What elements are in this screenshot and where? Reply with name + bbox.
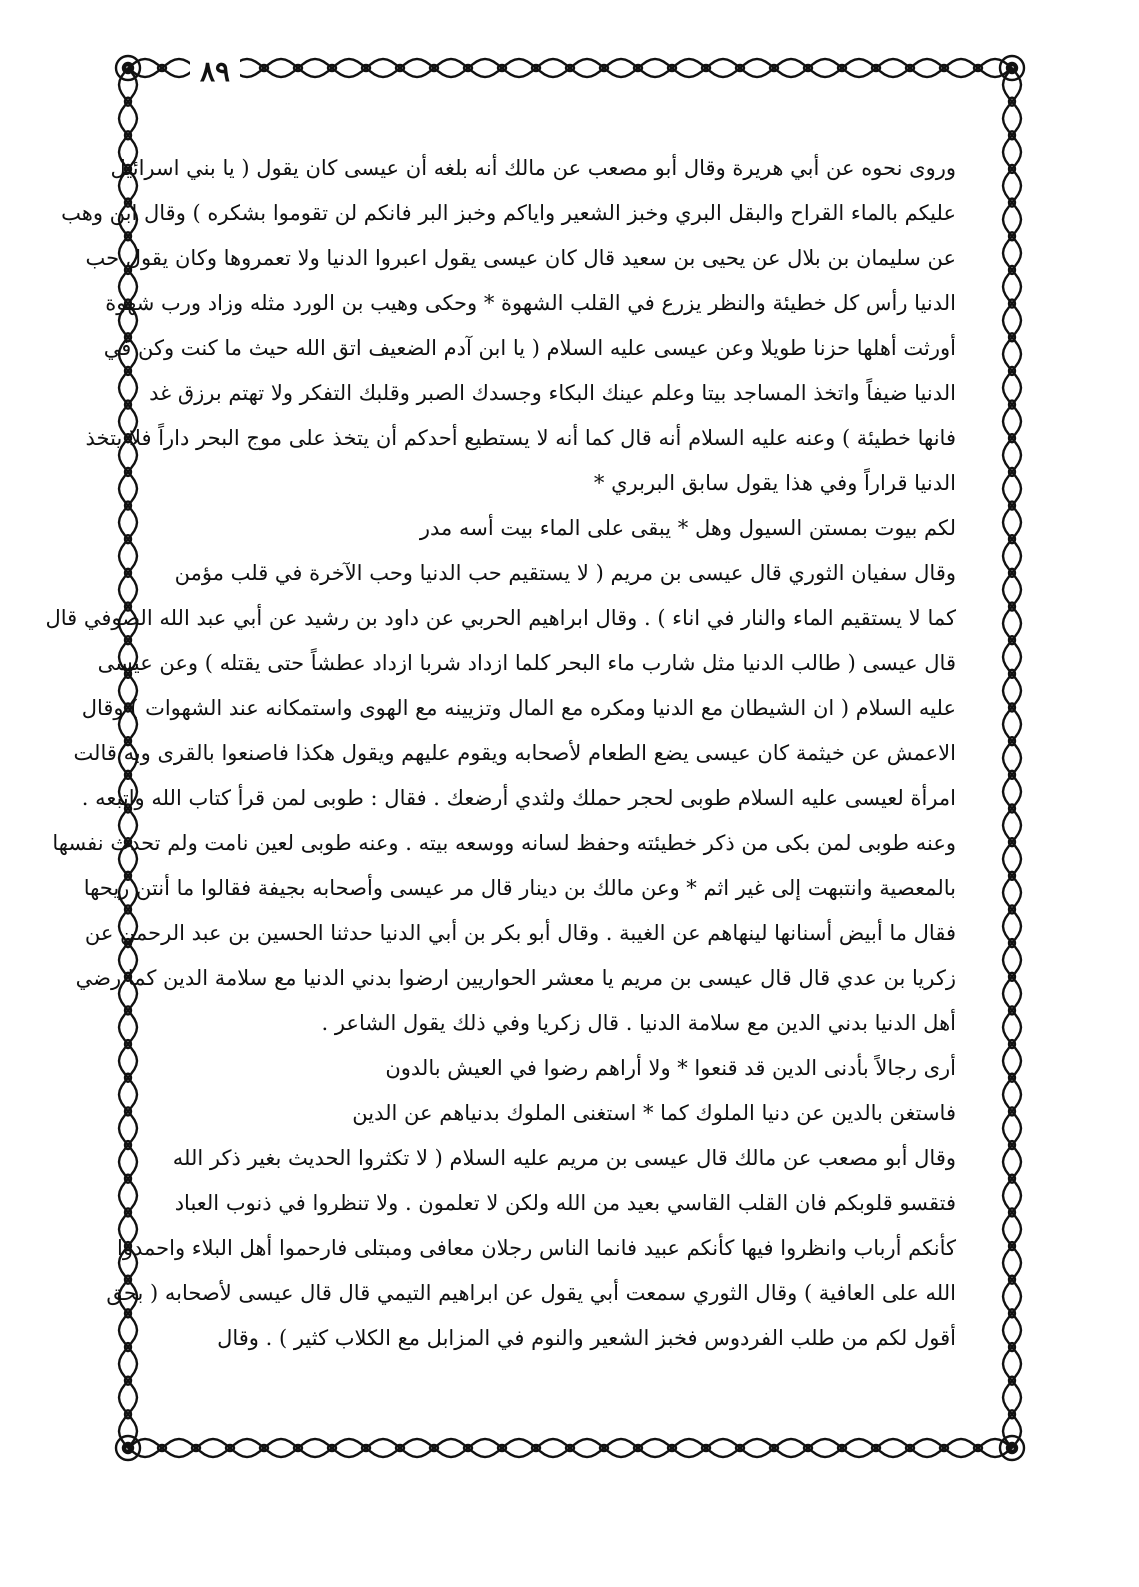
- page-number: ٨٩: [190, 52, 240, 92]
- text-line: فتقسو قلوبكم فان القلب القاسي بعيد من الله ولكن لا تعلمون . ولا تنظروا في ذنوب العباد: [174, 1191, 956, 1215]
- page-text: [45, 146, 956, 1386]
- text-line: عن سليمان بن بلال عن يحيى بن سعيد قال كان عيسى يقول اعبروا الدنيا ولا تعمروها وكان يقول حب: [85, 246, 956, 270]
- poem-verse: أرى رجالاً بأدنى الدين قد قنعوا * ولا أراهم رضوا في العيش بالدون: [385, 1056, 956, 1080]
- text-line: فانها خطيئة ) وعنه عليه السلام أنه قال كما أنه لا يستطيع أحدكم أن يتخذ على موج البحر داراً فلا يتخذ: [85, 426, 956, 450]
- poem-verse: فاستغن بالدين عن دنيا الملوك كما * استغنى الملوك بدنياهم عن الدين: [352, 1101, 956, 1125]
- text-line: كما لا يستقيم الماء والنار في اناء ) . وقال ابراهيم الحربي عن داود بن رشيد عن أبي عبد الله الصوفي قال: [45, 606, 956, 630]
- text-line: أهل الدنيا بدني الدين مع سلامة الدنيا . قال زكريا وفي ذلك يقول الشاعر .: [321, 1011, 956, 1035]
- text-line: وعنه طوبى لمن بكى من ذكر خطيئته وحفظ لسانه ووسعه بيته . وعنه طوبى لعين نامت ولم تحدث نفسها: [52, 831, 956, 855]
- text-line: أورثت أهلها حزنا طويلا وعن عيسى عليه السلام ( يا ابن آدم الضعيف اتق الله حيث ما كنت وكن في: [103, 336, 956, 360]
- text-line: وروى نحوه عن أبي هريرة وقال أبو مصعب عن مالك أنه بلغه أن عيسى كان يقول ( يا بني اسرائيل: [110, 156, 956, 180]
- text-line: أقول لكم من طلب الفردوس فخبز الشعير والنوم في المزابل مع الكلاب كثير ) . وقال: [217, 1326, 956, 1350]
- text-line: الدنيا ضيفاً واتخذ المساجد بيتا وعلم عينك البكاء وجسدك الصبر وقلبك التفكر ولا تهتم برزق غد: [149, 381, 956, 405]
- text-line: عليه السلام ( ان الشيطان مع الدنيا ومكره مع المال وتزيينه مع الهوى واستمكانه عند الشهوات ) وقال: [81, 696, 956, 720]
- text-line: وقال سفيان الثوري قال عيسى بن مريم ( لا يستقيم حب الدنيا وحب الآخرة في قلب مؤمن: [174, 561, 956, 585]
- text-line: الله على العافية ) وقال الثوري سمعت أبي يقول عن ابراهيم التيمي قال قال عيسى لأصحابه ( بحق: [106, 1281, 956, 1305]
- text-line: عليكم بالماء القراح والبقل البري وخبز الشعير واياكم وخبز البر فانكم لن تقوموا بشكره ) وقال ابن وهب: [61, 201, 956, 225]
- text-line: امرأة لعيسى عليه السلام طوبى لحجر حملك ولثدي أرضعك . فقال : طوبى لمن قرأ كتاب الله واتبعه .: [81, 786, 956, 810]
- text-line: وقال أبو مصعب عن مالك قال عيسى بن مريم عليه السلام ( لا تكثروا الحديث بغير ذكر الله: [172, 1146, 956, 1170]
- text-line: الدنيا رأس كل خطيئة والنظر يزرع في القلب الشهوة * وحكى وهيب بن الورد مثله وزاد ورب شهوة: [105, 291, 956, 315]
- poem-verse: لكم بيوت بمستن السيول وهل * يبقى على الماء بيت أسه مدر: [419, 516, 956, 540]
- text-line: فقال ما أبيض أسنانها لينهاهم عن الغيبة . وقال أبو بكر بن أبي الدنيا حدثنا الحسين بن عبد الرحمن عن: [84, 921, 956, 945]
- text-line: كأنكم أرباب وانظروا فيها كأنكم عبيد فانما الناس رجلان معافى ومبتلى فارحموا أهل البلاء واحمدوا: [117, 1236, 956, 1260]
- text-line: بالمعصية وانتبهت إلى غير اثم * وعن مالك بن دينار قال مر عيسى وأصحابه بجيفة فقالوا ما أنتن ريحها: [83, 876, 956, 900]
- text-line: الدنيا قراراً وفي هذا يقول سابق البربري *: [593, 471, 956, 495]
- text-line: زكريا بن عدي قال قال عيسى بن مريم يا معشر الحواريين ارضوا بدني الدنيا مع سلامة الدين كما رضي: [75, 966, 956, 990]
- text-line: قال عيسى ( طالب الدنيا مثل شارب ماء البحر كلما ازداد شربا ازداد عطشاً حتى يقتله ) وعن عيسى: [97, 651, 956, 675]
- text-line: الاعمش عن خيثمة كان عيسى يضع الطعام لأصحابه ويقوم عليهم ويقول هكذا فاصنعوا بالقرى وبه قالت: [73, 741, 956, 765]
